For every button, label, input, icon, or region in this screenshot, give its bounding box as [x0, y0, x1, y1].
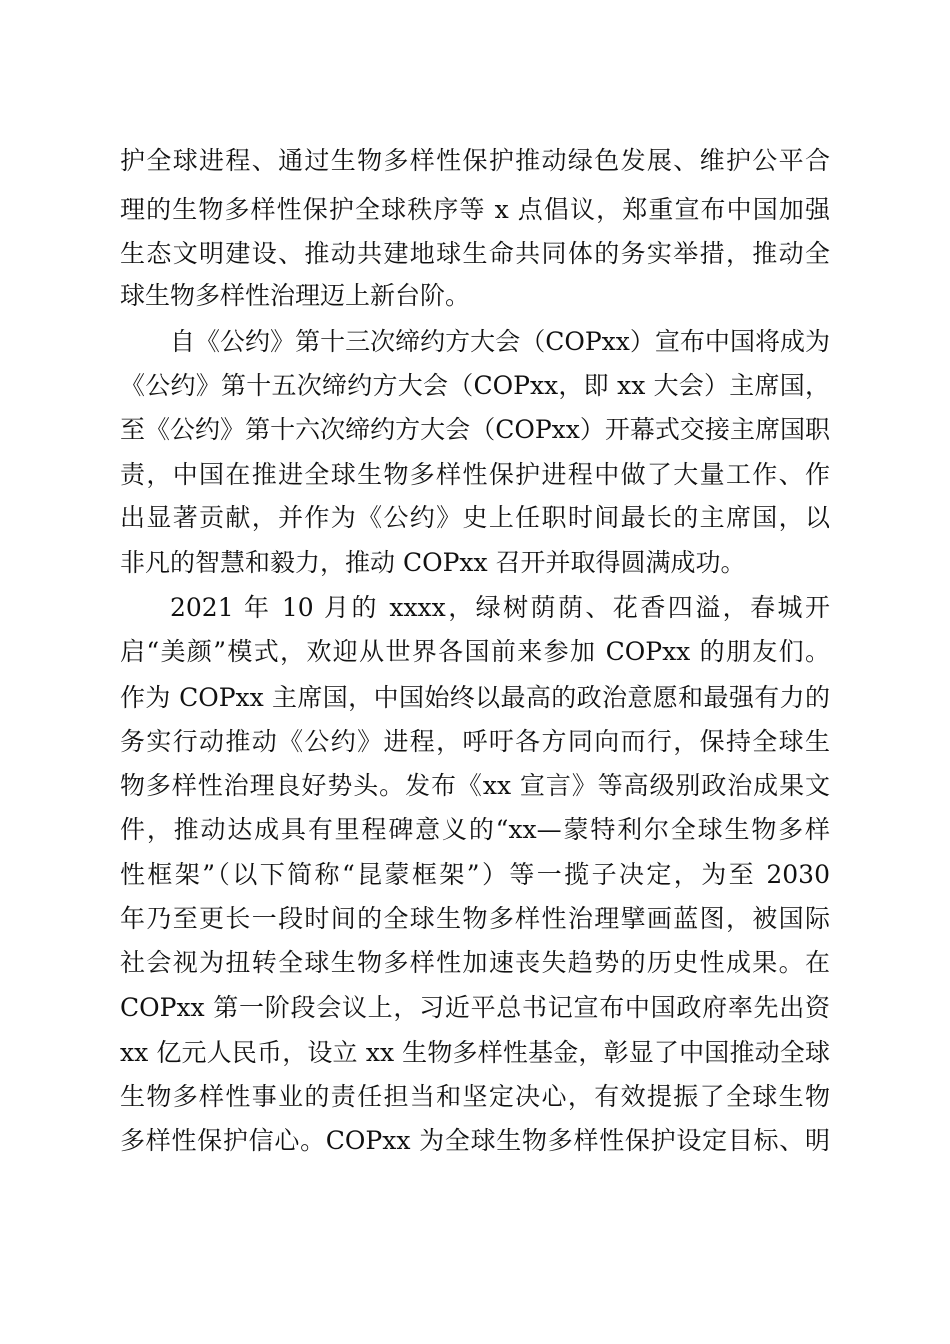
text-line: 《公约》第十五次缔约方大会（COPxx，即 xx 大会）主席国， — [120, 371, 830, 400]
paragraph-first-line: 自《公约》第十三次缔约方大会（COPxx）宣布中国将成为 — [170, 327, 830, 356]
text-line: 生态文明建设、推动共建地球生命共同体的务实举措，推动全 — [120, 239, 830, 268]
text-line: 多样性保护信心。COPxx 为全球生物多样性保护设定目标、明 — [120, 1126, 830, 1155]
paragraph-first-line: 2021 年 10 月的 xxxx，绿树荫荫、花香四溢，春城开 — [170, 593, 830, 622]
text-line: 社会视为扭转全球生物多样性加速丧失趋势的历史性成果。在 — [120, 948, 830, 977]
text-line: 物多样性治理良好势头。发布《xx 宣言》等高级别政治成果文 — [120, 771, 830, 800]
text-line: 非凡的智慧和毅力，推动 COPxx 召开并取得圆满成功。 — [120, 548, 746, 577]
text-line: 件，推动达成具有里程碑意义的“xx—蒙特利尔全球生物多样 — [120, 815, 830, 844]
text-line: 护全球进程、通过生物多样性保护推动绿色发展、维护公平合 — [120, 146, 830, 175]
text-line: 务实行动推动《公约》进程，呼吁各方同向而行，保持全球生 — [120, 727, 830, 756]
text-line: 性框架”（以下简称“昆蒙框架”）等一揽子决定，为至 2030 — [120, 860, 830, 889]
text-line: 启“美颜”模式，欢迎从世界各国前来参加 COPxx 的朋友们。 — [120, 637, 830, 666]
text-line: 出显著贡献，并作为《公约》史上任职时间最长的主席国，以 — [120, 503, 830, 532]
text-line: 生物多样性事业的责任担当和坚定决心，有效提振了全球生物 — [120, 1082, 830, 1111]
text-line: COPxx 第一阶段会议上，习近平总书记宣布中国政府率先出资 — [120, 993, 830, 1022]
text-line: 年乃至更长一段时间的全球生物多样性治理擘画蓝图，被国际 — [120, 904, 830, 933]
text-line: xx 亿元人民币，设立 xx 生物多样性基金，彰显了中国推动全球 — [120, 1038, 830, 1067]
text-line: 至《公约》第十六次缔约方大会（COPxx）开幕式交接主席国职 — [120, 415, 830, 444]
text-line: 责，中国在推进全球生物多样性保护进程中做了大量工作、作 — [120, 460, 830, 489]
text-line: 球生物多样性治理迈上新台阶。 — [120, 281, 471, 310]
text-line: 作为 COPxx 主席国，中国始终以最高的政治意愿和最强有力的 — [120, 683, 830, 712]
text-line: 理的生物多样性保护全球秩序等 x 点倡议，郑重宣布中国加强 — [120, 195, 830, 224]
